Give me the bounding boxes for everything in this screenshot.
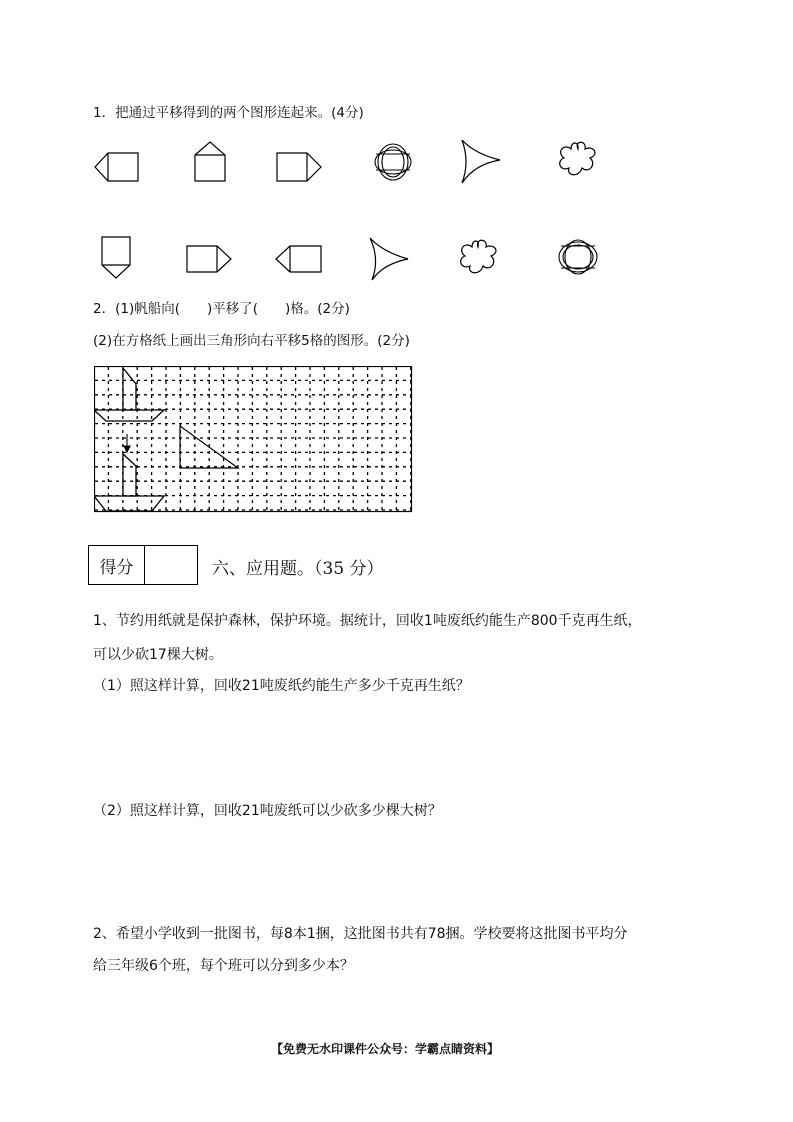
house-shape [195, 142, 225, 181]
q1-shapes-row1 [90, 140, 610, 190]
down-arrow-icon [124, 434, 130, 452]
score-label: 得分 [89, 546, 145, 584]
score-box [88, 545, 198, 585]
pentagon-right-shape [277, 153, 321, 181]
grid-paper [94, 366, 414, 514]
rings-shape [375, 144, 411, 180]
q1-shapes-row2 [90, 234, 610, 284]
pentagon-left-shape-2 [276, 246, 321, 272]
p2-line2: 给三年级6个班，每个班可以分到多少本？ [93, 958, 354, 974]
rings-shape-2 [559, 240, 597, 274]
q1-title: 1．把通过平移得到的两个图形连起来。(4分) [93, 105, 364, 121]
q2-line1: 2．(1)帆船向( )平移了( )格。(2分) [93, 301, 350, 317]
p1-line1: 1、节约用纸就是保护森林，保护环境。据统计，回收1吨废纸约能生产800千克再生纸， [93, 613, 642, 629]
house-down-shape [102, 237, 130, 278]
sailboat-bottom [94, 454, 164, 511]
footer-note: 【免费无水印课件公众号：学霸点睛资料】 [271, 1042, 500, 1056]
pentagon-left-shape [95, 153, 138, 181]
q2-line2: (2)在方格纸上画出三角形向右平移5格的图形。(2分) [93, 333, 410, 349]
three-point-star-shape [462, 140, 500, 183]
section-title: 六、应用题。（35 分） [212, 559, 384, 579]
p1-sub2: （2）照这样计算，回收21吨废纸可以少砍多少棵大树？ [93, 803, 442, 819]
flower-shape-2 [461, 240, 496, 273]
flower-shape [560, 142, 595, 175]
p1-sub1: （1）照这样计算，回收21吨废纸约能生产多少千克再生纸？ [93, 678, 470, 694]
p2-line1: 2、希望小学收到一批图书，每8本1捆，这批图书共有78捆。学校要将这批图书平均分 [93, 926, 628, 942]
three-point-star-shape-2 [370, 238, 408, 280]
pentagon-right-shape-2 [187, 246, 231, 272]
score-blank[interactable] [145, 546, 197, 584]
p1-line2: 可以少砍17棵大树。 [93, 647, 223, 663]
